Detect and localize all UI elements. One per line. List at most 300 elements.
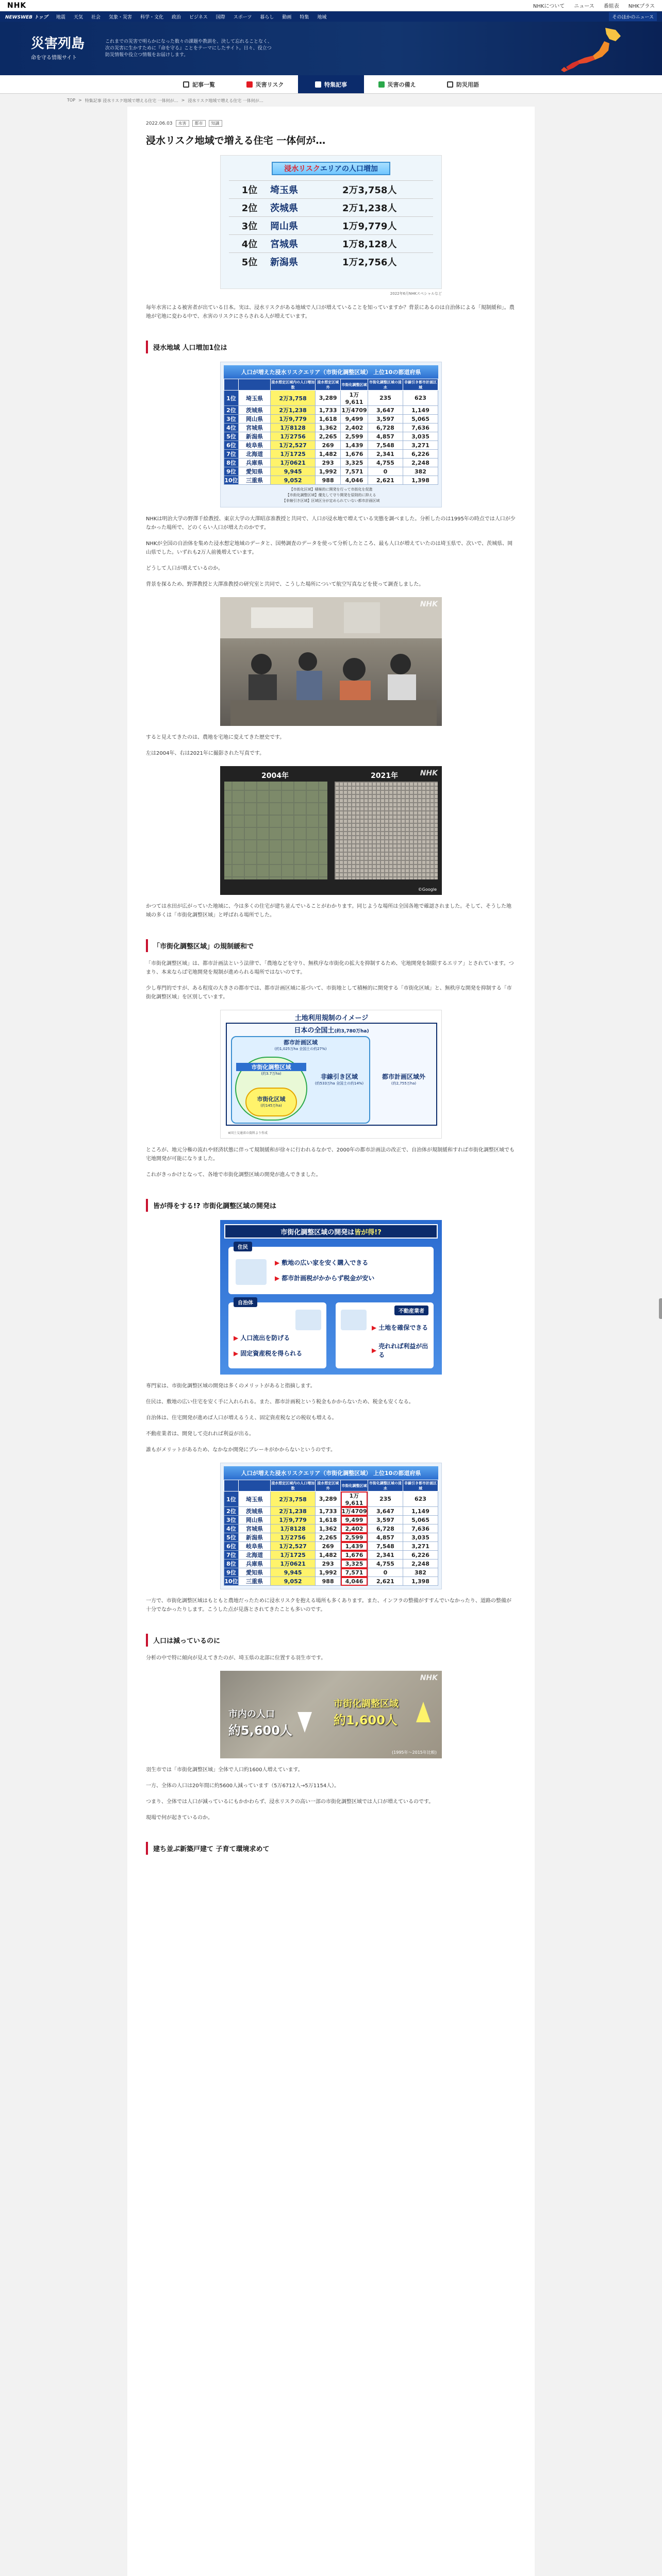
arrow-icon: ▶ bbox=[372, 1347, 377, 1354]
resident-box bbox=[228, 1247, 434, 1294]
ranking-row: 4位 宮城県 1万8,128人 bbox=[229, 234, 433, 252]
table-cell: 9,052 bbox=[271, 476, 316, 485]
table-cell: 埼玉県 bbox=[239, 391, 271, 406]
table-cell: 1,482 bbox=[316, 1551, 341, 1560]
table-cell: 293 bbox=[316, 459, 341, 467]
city-population-label: 市内の人口 約5,600人 bbox=[228, 1709, 292, 1738]
arrow-icon: ▶ bbox=[234, 1349, 239, 1357]
urban-area: 市街化区域 (約145万ha) bbox=[245, 1088, 297, 1116]
table-cell: 2,265 bbox=[316, 1533, 341, 1542]
table-cell: 三重県 bbox=[239, 1577, 271, 1586]
table-cell: 382 bbox=[403, 1568, 438, 1577]
page-title: 浸水リスク地域で増える住宅 一体何が… bbox=[146, 135, 326, 146]
table-cell: 1万4709 bbox=[341, 1507, 368, 1516]
realtor-label: 不動産業者 bbox=[394, 1306, 428, 1315]
table-cell: 9,945 bbox=[271, 1568, 316, 1577]
table-row bbox=[224, 1507, 438, 1516]
arrow-icon: ▶ bbox=[275, 1274, 280, 1282]
table-cell: 623 bbox=[403, 1492, 438, 1507]
paragraph: NHKが全国の自治体を集めた浸水想定地域のデータと、国勢調査のデータを使って分析したところ、最も人口が増えていたのは埼玉県で、次いで、茨城県、岡山県でした。いずれも2万人前後増えています。 bbox=[146, 541, 513, 555]
realtor-box bbox=[336, 1302, 434, 1368]
ranking-row: 2位 茨城県 2万1,238人 bbox=[229, 198, 433, 216]
paragraph: 誰もがメリットがあるため、なかなか開発にブレーキがかからないというのです。 bbox=[146, 1447, 336, 1453]
table-title: 人口が増えた浸水リスクエリア（市街化調整区域） 上位10の都道府県 bbox=[224, 1466, 438, 1480]
table-cell: 2位 bbox=[224, 406, 239, 415]
table-cell: 1,733 bbox=[316, 406, 341, 415]
paragraph: 自治体は、住宅開発が進めば人口が増えるうえ、固定資産税などの税収も増える。 bbox=[146, 1415, 337, 1421]
population-table bbox=[224, 379, 438, 485]
table-cell: 1,618 bbox=[316, 415, 341, 423]
table-cell: 1万2,527 bbox=[271, 441, 316, 450]
aerial-note: (1995年〜2015年比較) bbox=[392, 1750, 437, 1755]
table-cell: 1万0621 bbox=[271, 1560, 316, 1568]
research-room-photo bbox=[220, 597, 442, 726]
table-cell: 9,499 bbox=[341, 415, 368, 423]
table-header-row bbox=[224, 1480, 438, 1492]
hero-banner bbox=[0, 22, 662, 75]
table-cell: 1,149 bbox=[403, 1507, 438, 1516]
table-cell: 愛知県 bbox=[239, 1568, 271, 1577]
book-icon bbox=[447, 81, 453, 88]
outside-area: 都市計画区域外 (約2,755万ha) bbox=[382, 1073, 425, 1086]
nhk-watermark: NHK bbox=[420, 1674, 438, 1682]
table-cell: 1,992 bbox=[316, 1568, 341, 1577]
table-cell: 9位 bbox=[224, 467, 239, 476]
table-cell: 3,035 bbox=[403, 432, 438, 441]
table-cell: 3,647 bbox=[368, 406, 403, 415]
table-cell: 埼玉県 bbox=[239, 1492, 271, 1507]
table-cell: 4,755 bbox=[368, 459, 403, 467]
table-cell: 1,439 bbox=[341, 1542, 368, 1551]
document-icon bbox=[315, 81, 321, 88]
nhk-link-program[interactable]: 番組表 bbox=[603, 4, 619, 9]
tag-flood[interactable]: 水害 bbox=[176, 120, 189, 127]
table-cell: 0 bbox=[368, 1568, 403, 1577]
ranking-heading: 浸水リスク エリアの人口増加 bbox=[272, 162, 390, 175]
table-cell: 6,728 bbox=[368, 1524, 403, 1533]
table-cell: 235 bbox=[368, 391, 403, 406]
site-title: 災害列島 bbox=[31, 36, 85, 52]
land-use-diagram bbox=[220, 1010, 442, 1139]
table-cell: 兵庫県 bbox=[239, 459, 271, 467]
breadcrumb bbox=[0, 94, 662, 107]
paragraph: 専門家は、市街化調整区域の開発は多くのメリットがあると指摘します。 bbox=[146, 1383, 316, 1389]
table-cell: 3,647 bbox=[368, 1507, 403, 1516]
table-cell: 3,289 bbox=[316, 391, 341, 406]
table-cell: 2,402 bbox=[341, 423, 368, 432]
table-cell: 茨城県 bbox=[239, 1507, 271, 1516]
table-header-cell: 浸水想定区域内の人口増加数 bbox=[271, 380, 315, 389]
house-icon bbox=[236, 1259, 267, 1285]
table-row bbox=[224, 1492, 438, 1507]
section-tabs bbox=[0, 75, 662, 94]
table-cell: 382 bbox=[403, 467, 438, 476]
article-meta bbox=[146, 120, 516, 127]
table-cell: 9,052 bbox=[271, 1577, 316, 1586]
table-header-cell bbox=[239, 1480, 271, 1492]
section-heading: 建ち並ぶ新築戸建て 子育て環境求めて bbox=[146, 1842, 516, 1855]
table-header-cell bbox=[224, 379, 239, 391]
table-cell: 3,325 bbox=[341, 459, 368, 467]
table-cell: 三重県 bbox=[239, 476, 271, 485]
news-nav-item[interactable]: 気象・災害 bbox=[108, 14, 132, 20]
table-header-cell: 浸水想定区域外 bbox=[316, 379, 341, 391]
news-nav-item[interactable]: 暮らし bbox=[260, 14, 274, 20]
table-cell: 茨城県 bbox=[239, 406, 271, 415]
nhk-top-bar bbox=[0, 0, 662, 11]
hero-title-block[interactable] bbox=[31, 37, 85, 61]
breadcrumb-top[interactable]: TOP bbox=[67, 98, 76, 103]
shield-icon bbox=[378, 81, 385, 88]
table-cell: 1,992 bbox=[316, 467, 341, 476]
year-2021-label: 2021年 bbox=[371, 772, 398, 780]
table-cell: 235 bbox=[368, 1492, 403, 1507]
table-cell: 1万2756 bbox=[271, 432, 316, 441]
nhk-link-about[interactable]: NHKについて bbox=[533, 4, 565, 9]
paragraph: 背景を探るため、野澤教授と大澤准教授の研究室と共同で、こうした場所について航空写真などを使って調査しました。 bbox=[146, 582, 424, 587]
table-row bbox=[224, 1551, 438, 1560]
article bbox=[127, 107, 535, 2576]
table-cell: 1,676 bbox=[341, 1551, 368, 1560]
merit-item: ▶ 固定資産税を得られる bbox=[234, 1349, 303, 1357]
news-nav-item[interactable]: 天気 bbox=[73, 14, 83, 20]
up-arrow-icon bbox=[416, 1702, 431, 1722]
paragraph: どうして人口が増えているのか。 bbox=[146, 566, 223, 571]
table-cell: 1万4709 bbox=[341, 406, 368, 415]
table-cell: 3,289 bbox=[316, 1492, 341, 1507]
table-cell: 1万9,779 bbox=[271, 1516, 316, 1524]
table-cell: 1,439 bbox=[341, 441, 368, 450]
table-cell: 岐阜県 bbox=[239, 1542, 271, 1551]
non-split-area: 非線引き区域 (約533万ha 全国土の約14%) bbox=[315, 1073, 364, 1086]
table-cell: 2,265 bbox=[316, 432, 341, 441]
table-cell: 7,571 bbox=[341, 1568, 368, 1577]
paragraph: 少し専門的ですが、ある程度の大きさの都市では、都市計画区域に基づいて、市街地として積極的に開発する「市街化区域」と、無秩序な開発を抑制する「市街化調整区域」を区別しています。 bbox=[146, 986, 512, 1000]
paragraph: 一方で、市街化調整区域はもともと農地だったために浸水リスクを抱える場所も多くあります。また、インフラの整備がすすんでいなかったり、道路の整備が十分でなかったりします。こうした点が見落とされてきたことも多いのです。 bbox=[146, 1598, 511, 1613]
development-merit-figure bbox=[220, 1220, 442, 1375]
aerial-images bbox=[220, 766, 442, 895]
table-cell: 宮城県 bbox=[239, 423, 271, 432]
building-icon bbox=[295, 1310, 321, 1330]
table-cell: 9,945 bbox=[271, 467, 316, 476]
table-cell: 3,325 bbox=[341, 1560, 368, 1568]
breadcrumb-separator: > bbox=[181, 98, 185, 103]
nhk-watermark: NHK bbox=[420, 769, 438, 777]
paragraph: 羽生市では「市街化調整区域」全体で人口約1600人増えています。 bbox=[146, 1767, 303, 1773]
table-cell: 9,499 bbox=[341, 1516, 368, 1524]
tag-knowledge[interactable]: 知識 bbox=[209, 120, 222, 127]
arrow-icon: ▶ bbox=[372, 1324, 377, 1331]
population-table-figure-highlight bbox=[220, 1463, 442, 1589]
table-header-cell bbox=[239, 379, 271, 391]
paragraph: ところが、地元分権の流れや経済状態に伴って規制緩和が徐々に行われるなかで、2000年の都市計画法の改正で、自治体が規制緩和すれば市街化調整区域でも宅地開発が可能になりました。 bbox=[146, 1147, 515, 1162]
table-cell: 4,857 bbox=[368, 432, 403, 441]
table-row bbox=[224, 1516, 438, 1524]
table-cell: 3,597 bbox=[368, 1516, 403, 1524]
ranking-row: 1位 埼玉県 2万3,758人 bbox=[229, 180, 433, 198]
table-cell: 1,362 bbox=[316, 423, 341, 432]
table-cell: 1,733 bbox=[316, 1507, 341, 1516]
paragraph: かつては水田が広がっていた地域に、今は多くの住宅が建ち並んでいることがわかります。同じような場所は全国各地で確認されました。そして、そうした地域の多くは「市街化調整区域」と呼ばれる場所でした。 bbox=[146, 904, 511, 918]
table-cell: 6,728 bbox=[368, 423, 403, 432]
nhk-link-plus[interactable]: NHKプラス bbox=[628, 4, 655, 9]
news-nav-item[interactable]: 動画 bbox=[282, 14, 292, 20]
table-row bbox=[224, 1524, 438, 1533]
table-cell: 6,226 bbox=[403, 1551, 438, 1560]
people-illustration bbox=[220, 597, 442, 726]
google-credit: ©Google bbox=[418, 887, 437, 892]
table-cell: 1万2756 bbox=[271, 1533, 316, 1542]
down-arrow-icon bbox=[297, 1712, 312, 1733]
table-cell: 2万3,758 bbox=[271, 391, 316, 406]
table-cell: 4位 bbox=[224, 1524, 239, 1533]
table-title: 人口が増えた浸水リスクエリア（市街化調整区域） 上位10の都道府県 bbox=[224, 365, 438, 379]
table-cell: 10位 bbox=[224, 1577, 239, 1586]
table-row bbox=[224, 450, 438, 459]
merit-item: ▶ 人口流出を防げる bbox=[234, 1334, 290, 1342]
table-cell: 1万8128 bbox=[271, 1524, 316, 1533]
news-nav-item[interactable]: 地震 bbox=[56, 14, 65, 20]
table-row bbox=[224, 432, 438, 441]
table-cell: 623 bbox=[403, 391, 438, 406]
merit-item: ▶ 都市計画税がかからず税金が安い bbox=[275, 1274, 375, 1282]
aerial-comparison-photo bbox=[220, 766, 442, 895]
table-cell: 1,482 bbox=[316, 450, 341, 459]
news-nav-item[interactable]: 政治 bbox=[171, 14, 181, 20]
breadcrumb-separator: > bbox=[78, 98, 82, 103]
merit-item: ▶ 土地を確保できる bbox=[372, 1324, 428, 1331]
table-header-cell: 非線引き都市計画区域 bbox=[403, 379, 438, 391]
news-nav-item[interactable]: 地域 bbox=[317, 14, 327, 20]
section-heading: 「市街化調整区域」の規制緩和で bbox=[146, 939, 516, 952]
paragraph: 毎年水害による被害者が出ている日本。実は、浸水リスクがある地域で人口が増えていることを知っていますか？背景にあるのは自治体による「規制緩和」。農地が宅地に変わる中で、水害のリスクにさらされる人が増えています。 bbox=[146, 305, 515, 319]
table-cell: 3,597 bbox=[368, 415, 403, 423]
table-cell: 5,065 bbox=[403, 415, 438, 423]
table-cell: 北海道 bbox=[239, 1551, 271, 1560]
table-row bbox=[224, 1568, 438, 1577]
merit-title: 市街化調整区域の開発は 皆が得!? bbox=[224, 1224, 438, 1239]
tab-glossary[interactable]: 防災用語 bbox=[430, 75, 496, 93]
table-cell: 北海道 bbox=[239, 450, 271, 459]
ranking-row: 5位 新潟県 1万2,756人 bbox=[229, 252, 433, 270]
table-cell: 8位 bbox=[224, 1560, 239, 1568]
table-cell: 7,548 bbox=[368, 1542, 403, 1551]
table-cell: 1万2,527 bbox=[271, 1542, 316, 1551]
land-diagram-title: 土地利用規制のイメージ bbox=[294, 1014, 369, 1022]
table-cell: 4位 bbox=[224, 423, 239, 432]
resident-label: 住民 bbox=[234, 1242, 252, 1251]
table-cell: 1万8128 bbox=[271, 423, 316, 432]
table-cell: 9位 bbox=[224, 1568, 239, 1577]
news-web-brand[interactable]: NEWSWEB トップ bbox=[5, 14, 48, 20]
table-row bbox=[224, 391, 438, 406]
table-cell: 5,065 bbox=[403, 1516, 438, 1524]
section-heading: 浸水地域 人口増加1位は bbox=[146, 341, 516, 353]
table-header-cell: 浸水想定区域外 bbox=[316, 1480, 341, 1492]
table-cell: 1万9,779 bbox=[271, 415, 316, 423]
person-icon bbox=[341, 1310, 367, 1330]
table-cell: 8位 bbox=[224, 459, 239, 467]
table-cell: 2,248 bbox=[403, 1560, 438, 1568]
table-cell: 2,341 bbox=[368, 1551, 403, 1560]
table-header-cell: 市街化調整区域の浸水 bbox=[368, 1480, 403, 1492]
merit-item: ▶ 売れれば利益が出る bbox=[372, 1343, 428, 1359]
nhk-watermark: NHK bbox=[420, 600, 438, 608]
paragraph: 住民は、敷地の広い住宅を安く手に入れられる。また、都市計画税という税金もかからないため、税金も安くなる。 bbox=[146, 1399, 414, 1405]
paragraph: すると見えてきたのは、農地を宅地に変えてきた歴史です。 bbox=[146, 735, 285, 740]
table-cell: 愛知県 bbox=[239, 467, 271, 476]
table-cell: 3,271 bbox=[403, 1542, 438, 1551]
table-cell: 1,398 bbox=[403, 476, 438, 485]
table-cell: 2万3,758 bbox=[271, 1492, 316, 1507]
news-nav-item[interactable]: スポーツ bbox=[233, 14, 252, 20]
site-subtitle: 命を守る情報サイト bbox=[31, 55, 77, 61]
paragraph: 不動産業者は、開発して売れれば利益が出る。 bbox=[146, 1431, 254, 1437]
site-description: これまでの災害で明らかになった数々の課題や教訓を、決して忘れることなく、次の災害に生かすために『命を守る』ことをテーマにしたサイト。日々、役立つ防災情報や役立つ情報をお届けします。 bbox=[105, 39, 272, 58]
table-cell: 5位 bbox=[224, 432, 239, 441]
table-cell: 2,248 bbox=[403, 459, 438, 467]
tag-city[interactable]: 都市 bbox=[192, 120, 206, 127]
nhk-links bbox=[533, 2, 655, 9]
table-cell: 1,149 bbox=[403, 406, 438, 415]
more-news-button[interactable]: そのほかのニュース bbox=[609, 12, 657, 21]
japan-map-icon bbox=[543, 26, 631, 73]
tab-features[interactable]: 特集記事 bbox=[298, 75, 364, 93]
table-row bbox=[224, 459, 438, 467]
population-table bbox=[224, 1480, 438, 1586]
hanyu-aerial-photo bbox=[220, 1671, 442, 1758]
year-2004-label: 2004年 bbox=[261, 772, 289, 780]
table-cell: 269 bbox=[316, 441, 341, 450]
table-cell: 6位 bbox=[224, 1542, 239, 1551]
tab-articles[interactable]: 記事一覧 bbox=[166, 75, 232, 93]
table-header-cell: 市街化調整区域 bbox=[341, 379, 368, 391]
paragraph: これがきっかけとなって、各地で市街化調整区域の開発が進んできました。 bbox=[146, 1172, 321, 1178]
table-row bbox=[224, 1533, 438, 1542]
table-cell: 岡山県 bbox=[239, 1516, 271, 1524]
warning-icon bbox=[246, 81, 253, 88]
breadcrumb-current: 浸水リスク地域で増える住宅 一体何が… bbox=[188, 98, 263, 103]
nhk-logo[interactable]: NHK bbox=[7, 1, 27, 10]
table-cell: 1,398 bbox=[403, 1577, 438, 1586]
arrow-icon: ▶ bbox=[234, 1334, 239, 1342]
news-nav-item[interactable]: 国際 bbox=[216, 14, 225, 20]
paragraph: 分析の中で特に傾向が見えてきたのが、埼玉県の北部に位置する羽生市です。 bbox=[146, 1655, 326, 1661]
table-cell: 1万1725 bbox=[271, 1551, 316, 1560]
news-nav bbox=[0, 11, 662, 22]
country-box: 日本の全国土(約3,780万ha) bbox=[226, 1023, 437, 1126]
table-cell: 1位 bbox=[224, 1492, 239, 1507]
table-cell: 1,618 bbox=[316, 1516, 341, 1524]
table-row bbox=[224, 415, 438, 423]
table-cell: 4,046 bbox=[341, 476, 368, 485]
tab-preparation[interactable]: 災害の備え bbox=[364, 75, 430, 93]
government-box bbox=[228, 1302, 326, 1368]
table-row bbox=[224, 441, 438, 450]
paragraph: NHKは明治大学の野澤千絵教授、東京大学の大澤昭彦准教授と共同で、人口が浸水地で増えている実態を調べました。分析したのは1995年の時点では人口が少なかった場所で、どのくらい人口が増えたのかです。 bbox=[146, 516, 516, 531]
table-cell: 1万0621 bbox=[271, 459, 316, 467]
government-label: 自治体 bbox=[234, 1297, 257, 1307]
news-nav-item[interactable]: ビジネス bbox=[189, 14, 208, 20]
control-area-population-label: 市街化調整区域 約1,600人 bbox=[334, 1699, 399, 1727]
table-cell: 4,046 bbox=[341, 1577, 368, 1586]
table-cell: 3,271 bbox=[403, 441, 438, 450]
table-cell: 1,676 bbox=[341, 450, 368, 459]
table-cell: 新潟県 bbox=[239, 432, 271, 441]
table-cell: 2万1,238 bbox=[271, 406, 316, 415]
news-nav-item[interactable]: 特集 bbox=[300, 14, 309, 20]
table-header-cell: 浸水想定区域内の人口増加数 bbox=[271, 1481, 315, 1490]
paragraph: 現場で何が起きているのか。 bbox=[146, 1815, 213, 1821]
table-cell: 2,621 bbox=[368, 476, 403, 485]
table-row bbox=[224, 1577, 438, 1586]
table-cell: 988 bbox=[316, 1577, 341, 1586]
table-cell: 10位 bbox=[224, 476, 239, 485]
table-cell: 兵庫県 bbox=[239, 1560, 271, 1568]
list-icon bbox=[183, 81, 189, 88]
table-header-row bbox=[224, 379, 438, 391]
breadcrumb-features[interactable]: 特集記事 浸水リスク地域で増える住宅 一体何が… bbox=[85, 98, 178, 103]
table-cell: 5位 bbox=[224, 1533, 239, 1542]
table-cell: 7,636 bbox=[403, 1524, 438, 1533]
table-header-cell: 非線引き都市計画区域 bbox=[403, 1480, 438, 1492]
table-cell: 1,362 bbox=[316, 1524, 341, 1533]
section-heading: 皆が得をする!? 市街化調整区域の開発は bbox=[146, 1199, 516, 1212]
land-diagram-note: ※国土交通省の資料より作成 bbox=[228, 1131, 268, 1135]
news-nav-item[interactable]: 社会 bbox=[91, 14, 101, 20]
table-cell: 2,621 bbox=[368, 1577, 403, 1586]
table-row bbox=[224, 406, 438, 415]
merit-item: ▶ 敷地の広い家を安く購入できる bbox=[275, 1259, 369, 1266]
table-cell: 293 bbox=[316, 1560, 341, 1568]
table-cell: 2,599 bbox=[341, 432, 368, 441]
population-table-figure bbox=[220, 362, 442, 507]
table-cell: 宮城県 bbox=[239, 1524, 271, 1533]
paragraph: 一方、全体の人口は20年間に約5600人減っています（5万6712人→5万1154人）。 bbox=[146, 1783, 340, 1789]
table-cell: 3位 bbox=[224, 1516, 239, 1524]
side-feedback-tab[interactable] bbox=[659, 1298, 662, 1319]
table-notes: 【市街化区域】積極的に開発を行って市街化を促進 【市街化調整区域】優先して守り開発を原則的に抑える 【非線引き区域】区域区分が定められていない都市計画区域 bbox=[282, 487, 380, 503]
table-cell: 3位 bbox=[224, 415, 239, 423]
table-cell: 7位 bbox=[224, 450, 239, 459]
table-cell: 6,226 bbox=[403, 450, 438, 459]
table-row bbox=[224, 1560, 438, 1568]
table-cell: 1位 bbox=[224, 391, 239, 406]
table-cell: 岡山県 bbox=[239, 415, 271, 423]
table-row bbox=[224, 423, 438, 432]
table-row bbox=[224, 1542, 438, 1551]
news-nav-item[interactable]: 科学・文化 bbox=[140, 14, 163, 20]
table-cell: 2,599 bbox=[341, 1533, 368, 1542]
paragraph: 左は2004年、右は2021年に撮影された写真です。 bbox=[146, 751, 265, 756]
table-row bbox=[224, 467, 438, 476]
table-cell: 7,636 bbox=[403, 423, 438, 432]
figure-caption: 2022年6月NHKスペシャルなど bbox=[390, 292, 442, 296]
nhk-link-news[interactable]: ニュース bbox=[574, 4, 594, 9]
paragraph: 「市街化調整区域」は、都市計画法という法律で、「農地などを守り、無秩序な市街化の拡大を抑制するため、宅地開発を制限するエリア」とされています。つまり、本来ならば宅地開発を規制が進められる場所ではないのです。 bbox=[146, 961, 514, 975]
table-cell: 4,755 bbox=[368, 1560, 403, 1568]
table-cell: 4,857 bbox=[368, 1533, 403, 1542]
table-cell: 7位 bbox=[224, 1551, 239, 1560]
table-cell: 1万9,611 bbox=[341, 1492, 368, 1507]
table-cell: 1万9,611 bbox=[341, 391, 368, 406]
table-row bbox=[224, 476, 438, 485]
table-header-cell bbox=[224, 1480, 239, 1492]
table-cell: 0 bbox=[368, 467, 403, 476]
table-header-cell: 市街化調整区域 bbox=[341, 1480, 368, 1492]
tab-risk[interactable]: 災害リスク bbox=[232, 75, 298, 93]
population-ranking-figure bbox=[220, 155, 442, 289]
